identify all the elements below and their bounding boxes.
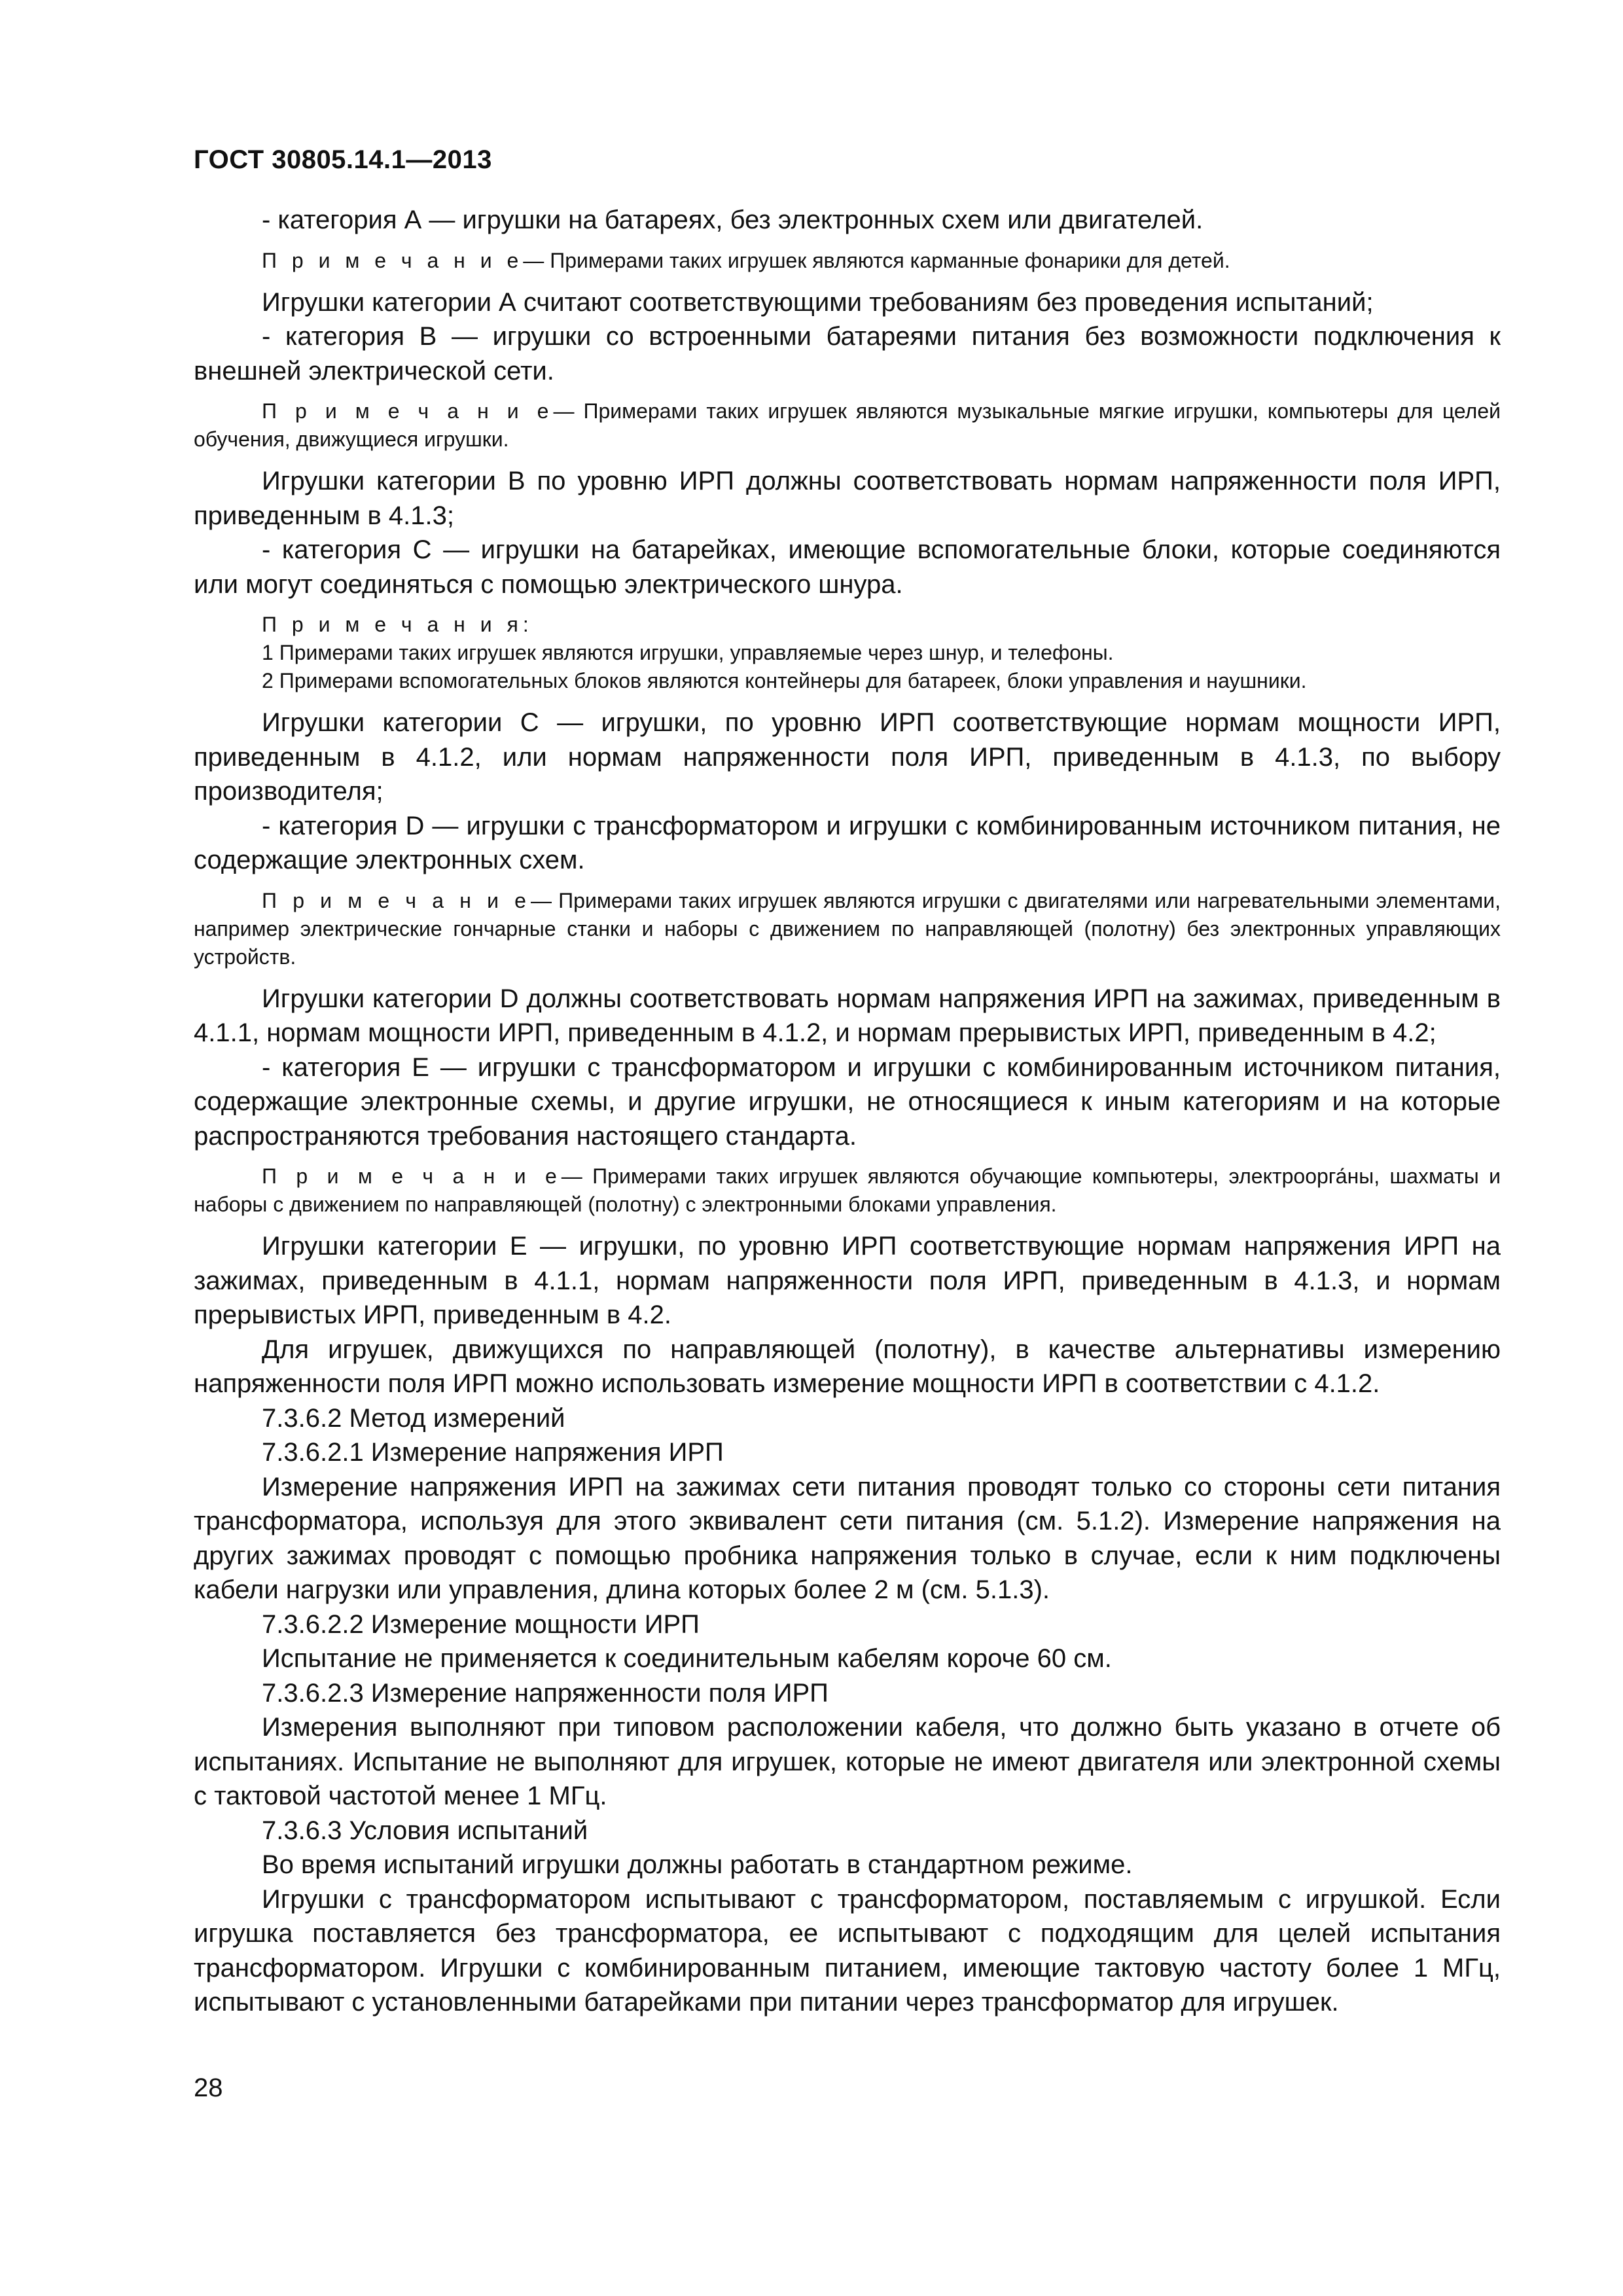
body-paragraph: Игрушки категории Е — игрушки, по уровню ИРП соответствующие нормам напряжения ИРП на зажимах, приведенным в 4.1.1, нормам напряженности поля ИРП, приведенным в 4.1.3, и нормам прерывистых ИРП, приведенным в 4.2. <box>194 1232 1501 1329</box>
note-label: П р и м е ч а н и е <box>262 399 554 423</box>
body-paragraph: Игрушки с трансформатором испытывают с трансформатором, поставляемым с игрушкой. Если игрушка поставляется без трансформатора, ее испытывают с подходящим для целей испытания трансформатором. Игрушки с комбинированным питанием, имеющие тактовую частоту более 1 МГц, испытывают с установленными батарейками при питании через трансформатор для игрушек. <box>194 1884 1501 2017</box>
notes-item: 1 Примерами таких игрушек являются игрушки, управляемые через шнур, и телефоны. <box>262 641 1114 664</box>
body-paragraph: Игрушки категории D должны соответствовать нормам напряжения ИРП на зажимах, приведенным в 4.1.1, нормам мощности ИРП, приведенным в 4.1.2, и нормам прерывистых ИРП, приведенным в 4.2; <box>194 984 1501 1047</box>
note-label: П р и м е ч а н и е <box>262 888 531 912</box>
notes-label: П р и м е ч а н и я <box>262 613 523 636</box>
body-paragraph: 7.3.6.2.2 Измерение мощности ИРП <box>262 1609 700 1639</box>
body-paragraph: - категория D — игрушки с трансформатором и игрушки с комбинированным источником питания, не содержащие электронных схем. <box>194 811 1501 874</box>
body-paragraph: - категория А — игрушки на батареях, без электронных схем или двигателей. <box>262 206 1204 234</box>
note-text: — Примерами таких игрушек являются карманные фонарики для детей. <box>523 248 1230 272</box>
page-number: 28 <box>194 2073 223 2102</box>
notes-label-colon: : <box>522 613 529 636</box>
note-text: — Примерами таких игрушек являются обучающие компьютеры, электроорга́ны, шахматы и наборы с движением по направляющей (полотну) с электронными блоками управления. <box>194 1164 1501 1216</box>
body-paragraph: Игрушки категории С — игрушки, по уровню ИРП соответствующие нормам мощности ИРП, приведенным в 4.1.2, или нормам напряженности поля ИРП, приведенным в 4.1.3, по выбору производителя; <box>194 708 1501 806</box>
body-paragraph: - категория Е — игрушки с трансформатором и игрушки с комбинированным источником питания, содержащие электронные схемы, и другие игрушки, не относящиеся к иным категориям и на которые распространяются требования настоящего стандарта. <box>194 1052 1501 1151</box>
document-body <box>194 203 1501 2020</box>
body-paragraph: Измерение напряжения ИРП на зажимах сети питания проводят только со стороны сети питания трансформатора, используя для этого эквивалент сети питания (см. 5.1.2). Измерение напряжения на других зажимах проводят с помощью пробника напряжения только в случае, если к ним подключены кабели нагрузки или управления, длина которых более 2 м (см. 5.1.3). <box>194 1472 1501 1604</box>
note-label: П р и м е ч а н и е <box>262 248 524 272</box>
body-paragraph: - категория С — игрушки на батарейках, имеющие вспомогательные блоки, которые соединяются или могут соединяться с помощью электрического шнура. <box>194 535 1501 599</box>
note-paragraph <box>194 247 1501 275</box>
body-paragraph: 7.3.6.2 Метод измерений <box>262 1403 565 1433</box>
body-paragraph: Игрушки категории А считают соответствующими требованиям без проведения испытаний; <box>262 287 1374 317</box>
body-paragraph: - категория В — игрушки со встроенными батареями питания без возможности подключения к внешней электрической сети. <box>194 322 1501 386</box>
notes-title <box>194 611 1501 639</box>
body-paragraph: 7.3.6.3 Условия испытаний <box>262 1816 588 1845</box>
body-paragraph: Во время испытаний игрушки должны работать в стандартном режиме. <box>262 1850 1133 1879</box>
note-text: — Примерами таких игрушек являются музыкальные мягкие игрушки, компьютеры для целей обучения, движущиеся игрушки. <box>194 399 1501 451</box>
standard-header: ГОСТ 30805.14.1—2013 <box>194 145 492 174</box>
body-paragraph: Игрушки категории В по уровню ИРП должны соответствовать нормам напряженности поля ИРП, приведенным в 4.1.3; <box>194 467 1501 530</box>
body-paragraph: Измерения выполняют при типовом расположении кабеля, что должно быть указано в отчете об испытаниях. Испытание не выполняют для игрушек, которые не имеют двигателя или электронной схемы с тактовой частотой менее 1 МГц. <box>194 1713 1501 1810</box>
body-paragraph: 7.3.6.2.1 Измерение напряжения ИРП <box>262 1438 724 1467</box>
notes-block <box>194 611 1501 695</box>
note-paragraph <box>194 887 1501 971</box>
body-paragraph: Испытание не применяется к соединительным кабелям короче 60 см. <box>262 1644 1112 1673</box>
body-paragraph: Для игрушек, движущихся по направляющей (полотну), в качестве альтернативы измерению напряженности поля ИРП можно использовать измерение мощности ИРП в соответствии с 4.1.2. <box>194 1335 1501 1398</box>
note-paragraph <box>194 1162 1501 1219</box>
note-paragraph <box>194 397 1501 454</box>
notes-item: 2 Примерами вспомогательных блоков являются контейнеры для батареек, блоки управления и наушники. <box>262 669 1307 692</box>
body-paragraph: 7.3.6.2.3 Измерение напряженности поля ИРП <box>262 1678 829 1708</box>
note-label: П р и м е ч а н и е <box>262 1164 562 1188</box>
note-text: — Примерами таких игрушек являются игрушки с двигателями или нагревательными элементами, например электрические гончарные станки и наборы с движением по направляющей (полотну) без электронных управляющих устройств. <box>194 888 1501 969</box>
